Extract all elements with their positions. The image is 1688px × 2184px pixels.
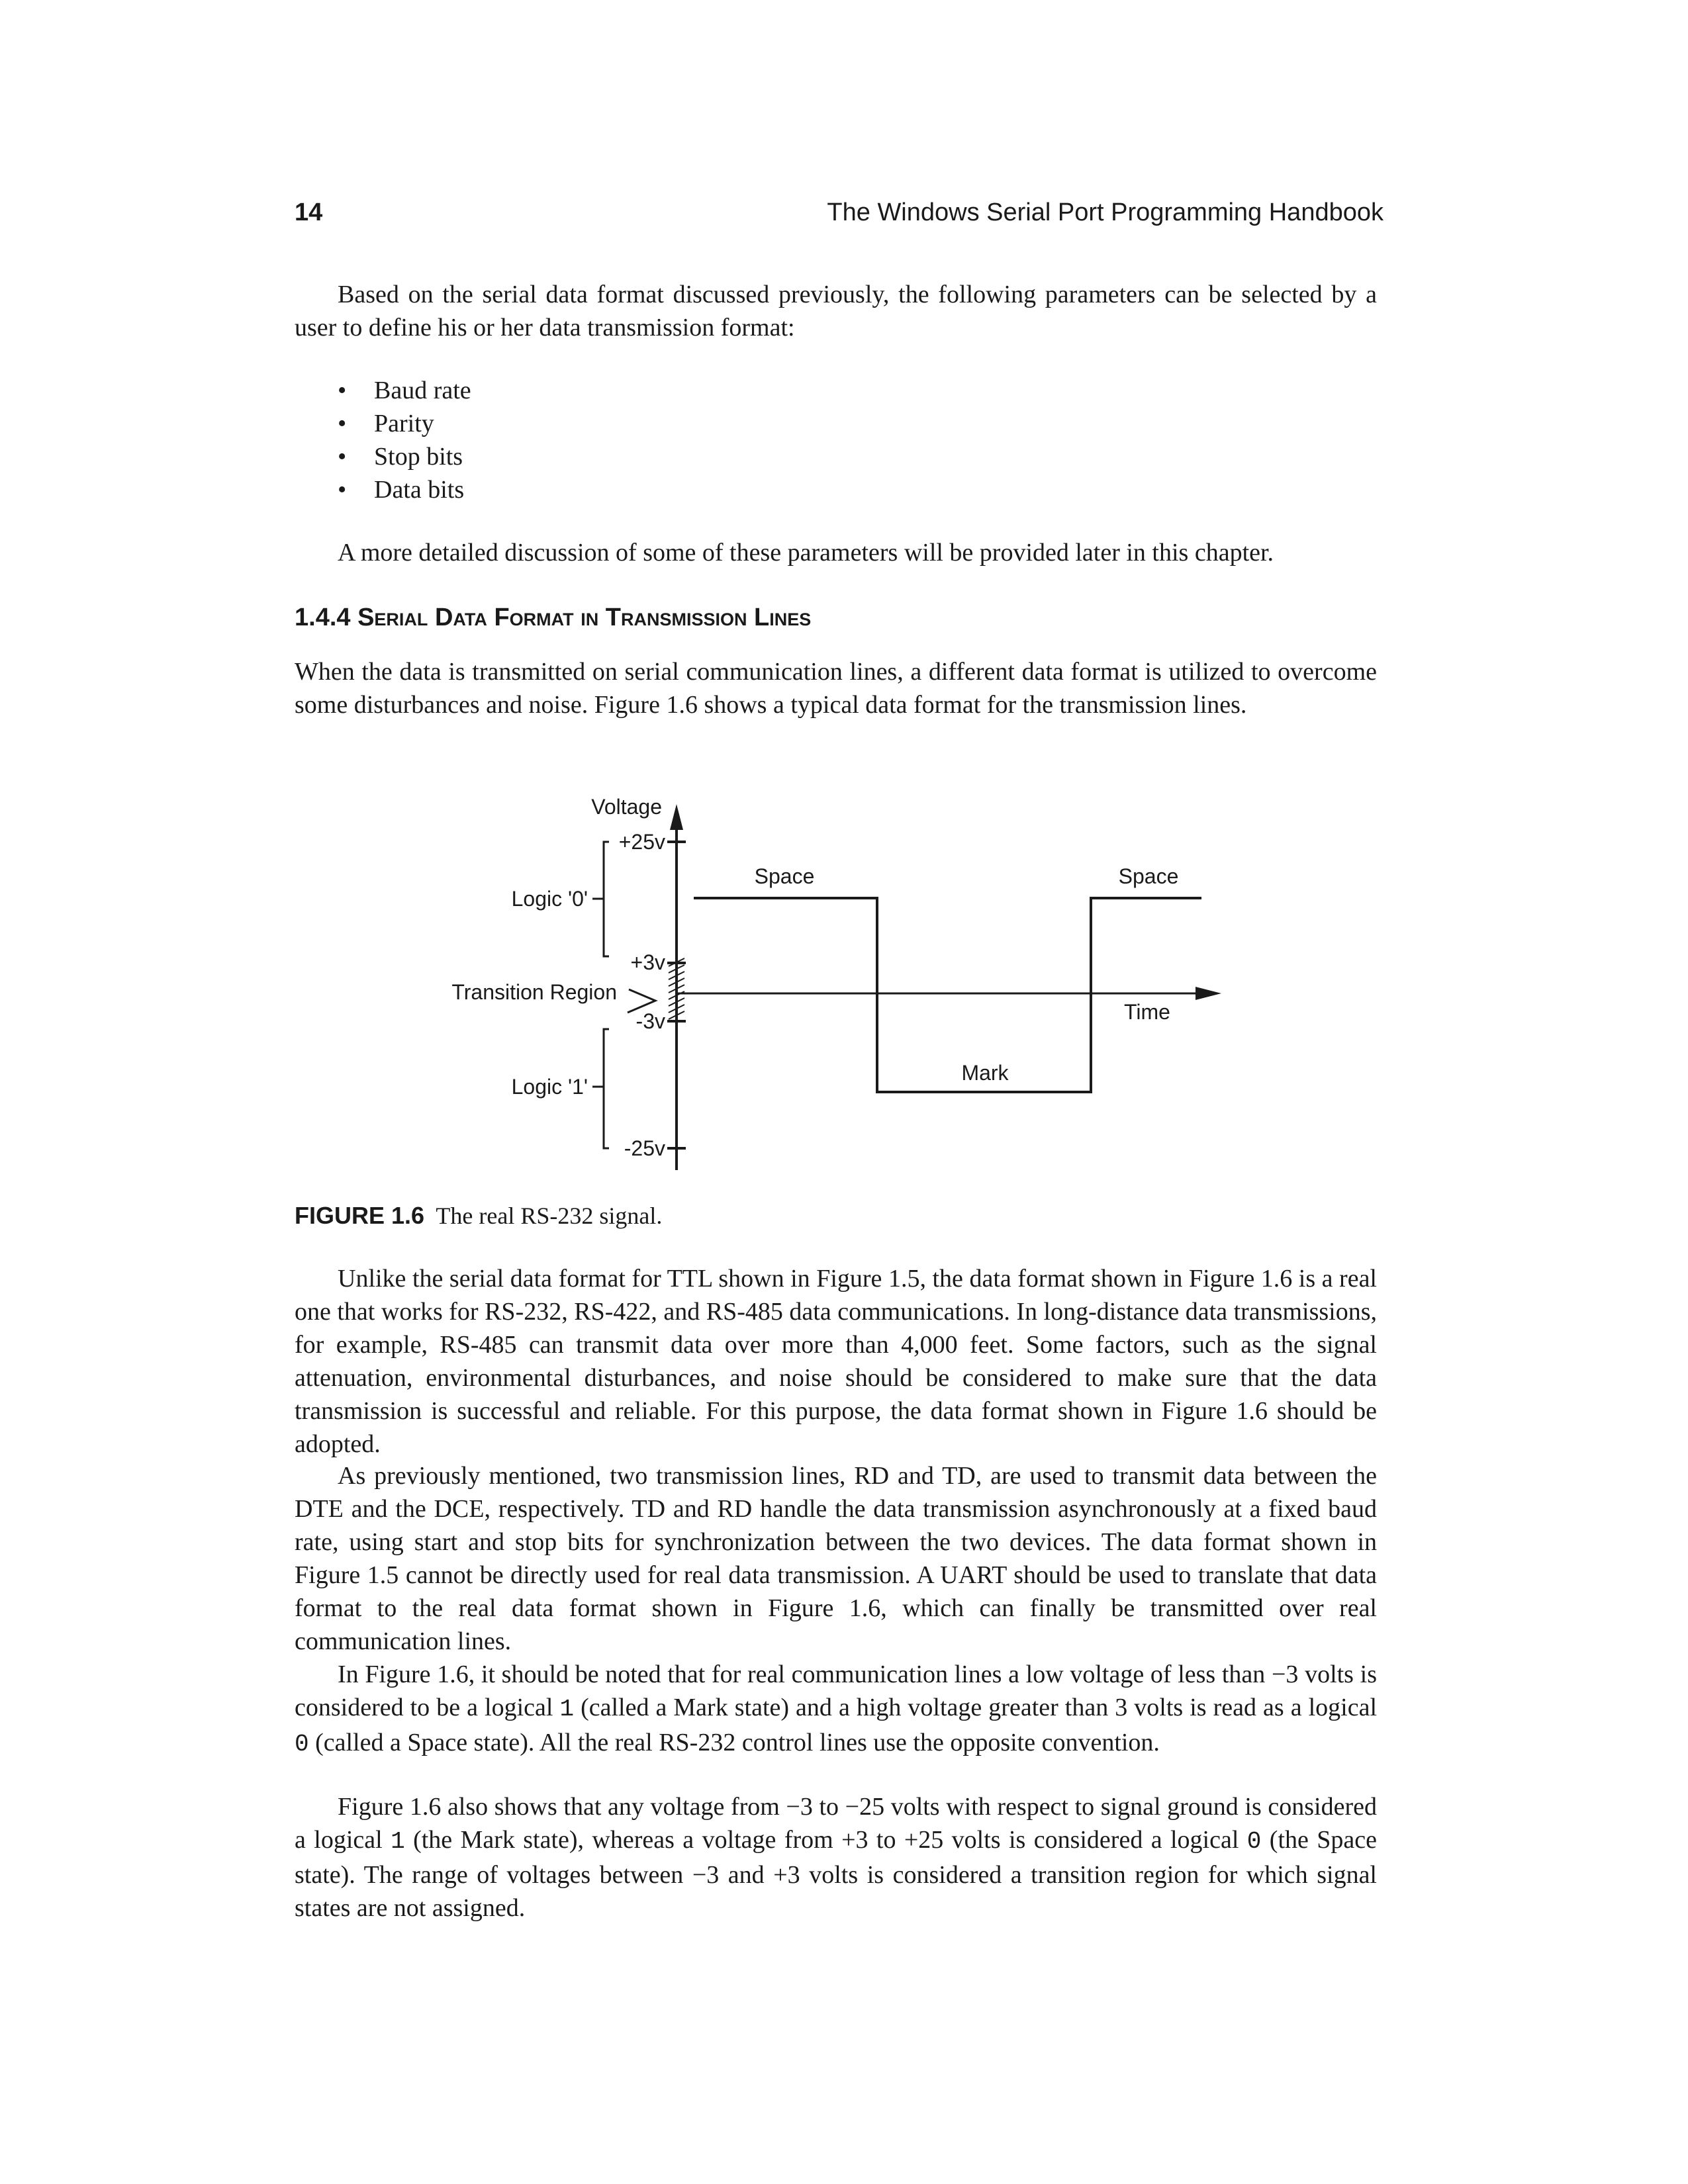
inline-code: 1 xyxy=(391,1828,405,1855)
bullet-icon: • xyxy=(338,443,347,471)
section-heading: 1.4.4 Serial Data Format in Transmission Lines xyxy=(295,604,812,631)
voltage-axis-arrow xyxy=(670,804,683,830)
signal-waveform xyxy=(694,898,1201,1092)
inline-code: 0 xyxy=(295,1731,309,1758)
body-paragraph-4: Figure 1.6 also shows that any voltage from −3 to −25 volts with respect to signal ground is considered a logical 1 (the Mark state), whereas a voltage from +3 to +25 volts is considered a logical 0 (the Space state). The range of voltages between −3 and +3 volts is considered a transition region for which signal states are not assigned. xyxy=(295,1793,1377,1922)
body-paragraph-2: As previously mentioned, two transmission lines, RD and TD, are used to transmit data between the DTE and the DCE, respectively. TD and RD handle the data transmission asynchronously at a fixed baud rate, using start and stop bits for synchronization between the two devices. The data format shown in Figure 1.5 cannot be directly used for real data transmission. A UART should be used to translate that data format to the real data format shown in Figure 1.6, which can finally be transmitted over real communication lines. xyxy=(295,1462,1377,1655)
figure-caption-text: The real RS-232 signal. xyxy=(436,1203,663,1229)
list-item: • Baud rate xyxy=(338,374,471,407)
logic1-label: Logic '1' xyxy=(511,1075,588,1099)
tick-label-minus3: -3v xyxy=(635,1009,665,1033)
body-paragraph-3: In Figure 1.6, it should be noted that for real communication lines a low voltage of less than −3 volts is considered to be a logical 1 (called a Mark state) and a high voltage greater than 3 volts is read as a logical 0 (called a Space state). All the real RS-232 control lines use the opposite convention. xyxy=(295,1661,1378,1758)
bullet-icon: • xyxy=(338,476,347,504)
transition-region-label: Transition Region xyxy=(451,980,617,1004)
figure-caption xyxy=(295,1199,662,1232)
inline-code: 1 xyxy=(559,1696,575,1723)
transition-hatch xyxy=(669,958,684,1019)
tick-label-minus25: -25v xyxy=(624,1136,665,1160)
inline-code: 0 xyxy=(1246,1828,1262,1855)
tick-label-plus3: +3v xyxy=(630,950,665,974)
list-item: • Stop bits xyxy=(338,440,471,473)
running-title: The Windows Serial Port Programming Handbook xyxy=(827,199,1383,226)
body-paragraph-1: Unlike the serial data format for TTL shown in Figure 1.5, the data format shown in Figure 1.6 is a real one that works for RS-232, RS-422, and RS-485 data communications. In long-distance data transmissions, for example, RS-485 can transmit data over more than 4,000 feet. Some factors, such as the signal attenuation, environmental disturbances, and noise should be considered to make sure that the data transmission is successful and reliable. For this purpose, the data format shown in Figure 1.6 should be adopted. xyxy=(295,1265,1377,1458)
logic0-bracket xyxy=(604,842,609,956)
mark-label: Mark xyxy=(961,1061,1009,1085)
logic1-bracket xyxy=(604,1029,609,1148)
intro-after-paragraph: A more detailed discussion of some of these parameters will be provided later in this chapter. xyxy=(338,539,1274,567)
logic0-label: Logic '0' xyxy=(511,887,588,911)
figure-caption-label: FIGURE 1.6 xyxy=(295,1202,425,1229)
list-item: • Data bits xyxy=(338,473,471,506)
parameter-list xyxy=(338,374,471,506)
tick-label-plus25: +25v xyxy=(618,830,665,854)
voltage-axis-label: Voltage xyxy=(591,795,662,819)
intro-paragraph: Based on the serial data format discussed previously, the following parameters can be selected by a user to define his or her data transmission format: xyxy=(295,281,1377,341)
section-paragraph: When the data is transmitted on serial communication lines, a different data format is utilized to overcome some disturbances and noise. Figure 1.6 shows a typical data format for the transmission lines. xyxy=(295,658,1377,719)
space-label-left: Space xyxy=(754,864,815,888)
time-axis-label: Time xyxy=(1124,1000,1170,1024)
bullet-icon: • xyxy=(338,410,347,437)
space-label-right: Space xyxy=(1118,864,1179,888)
list-item: • Parity xyxy=(338,407,471,440)
page-number: 14 xyxy=(295,199,323,226)
transition-pointer xyxy=(628,989,655,1013)
bullet-icon: • xyxy=(338,377,347,404)
time-axis-arrow xyxy=(1196,987,1221,1000)
